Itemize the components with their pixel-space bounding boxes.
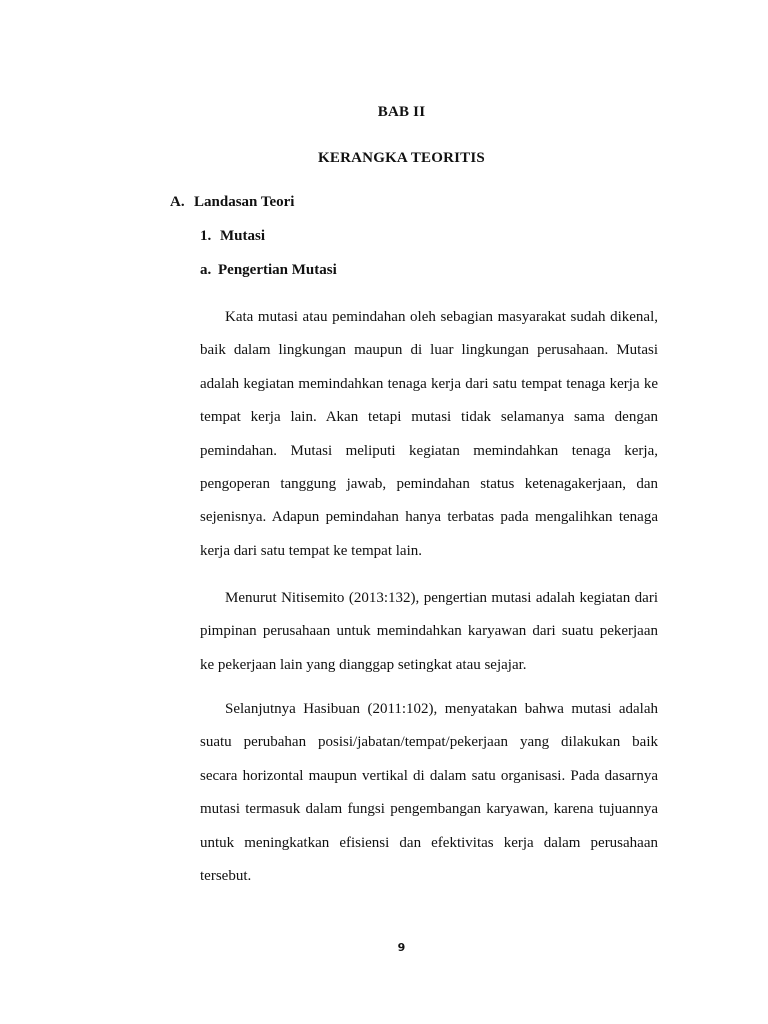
subsection-marker: 1. [200,228,212,244]
section-title: Landasan Teori [194,194,295,210]
body-paragraph: Kata mutasi atau pemindahan oleh sebagian masyarakat sudah dikenal, baik dalam lingkungan maupun di luar lingkungan perusahaan. Mutasi adalah kegiatan memindahkan tenaga kerja dari satu tempat tenaga kerja ke tempat kerja lain. Akan tetapi mutasi tidak selamanya sama dengan pemindahan. Mutasi meliputi kegiatan memindahkan tenaga kerja, pengoperan tanggung jawab, pemindahan status ketenagakerjaan, dan sejenisnya. Adapun pemindahan hanya terbatas pada mengalihkan tenaga kerja dari satu tempat ke tempat lain. [200,309,658,559]
page-number: 9 [397,941,406,954]
body-paragraph: Selanjutnya Hasibuan (2011:102), menyatakan bahwa mutasi adalah suatu perubahan posisi/jabatan/tempat/pekerjaan yang dilakukan baik secara horizontal maupun vertikal di dalam satu organisasi. Pada dasarnya mutasi termasuk dalam fungsi pengembangan karyawan, karena tujuannya untuk meningkatkan efisiensi dan efektivitas kerja dalam perusahaan tersebut. [200,701,658,885]
subsection-heading-mutasi [200,228,265,245]
chapter-number: BAB II [377,104,426,120]
section-heading-landasan-teori [170,194,294,211]
section-marker: A. [170,194,185,210]
body-paragraph: Menurut Nitisemito (2013:132), pengertian mutasi adalah kegiatan dari pimpinan perusahaan untuk memindahkan karyawan dari suatu pekerjaan ke pekerjaan lain yang dianggap setingkat atau sejajar. [200,590,658,673]
subsubsection-marker: a. [200,262,212,278]
subsubsection-title: Pengertian Mutasi [218,262,337,278]
subsubsection-heading-pengertian-mutasi [200,262,337,279]
chapter-title: KERANGKA TEORITIS [318,150,485,166]
subsection-title: Mutasi [220,228,265,244]
